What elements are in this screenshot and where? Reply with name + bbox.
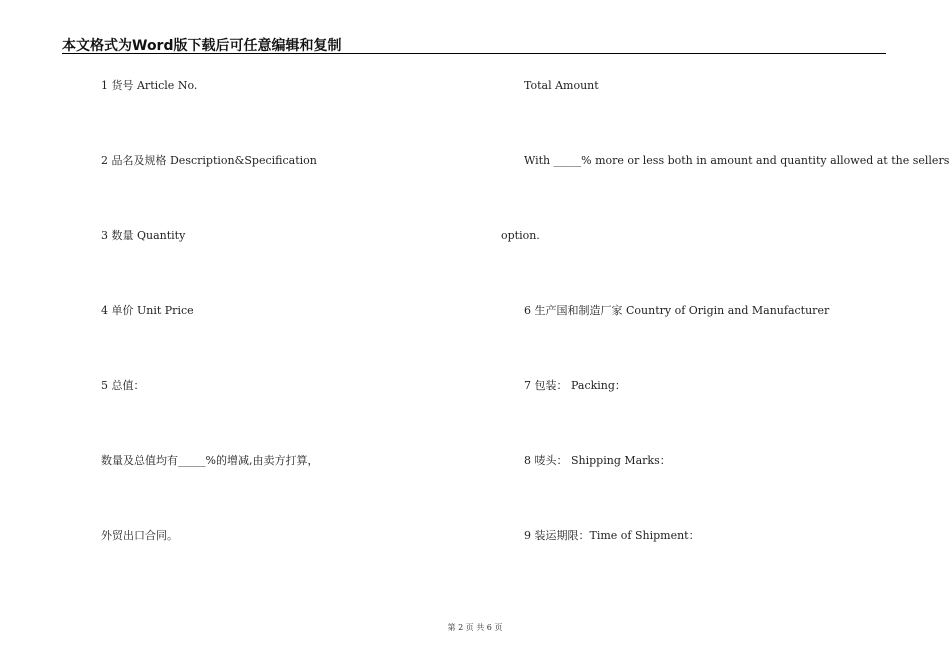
quantity-label: 3 数量 Quantity	[101, 229, 186, 242]
total-value-label: 5 总值：	[101, 379, 145, 392]
unit-price-label: 4 单价 Unit Price	[101, 304, 194, 317]
article-no-label: 1 货号 Article No.	[101, 79, 198, 92]
shipping-marks-label: 8 唛头： Shipping Marks：	[524, 454, 671, 467]
packing-label: 7 包装： Packing：	[524, 379, 626, 392]
page-number: 第 2 页 共 6 页	[447, 623, 503, 632]
header-divider	[62, 53, 886, 54]
tolerance-clause-en: With _____% more or less both in amount and quantity allowed at the sellers	[524, 154, 950, 167]
description-label: 2 品名及规格 Description&Specification	[101, 154, 317, 167]
header-title: 本文格式为Word版下载后可任意编辑和复制	[62, 38, 342, 54]
contract-note: 外贸出口合同。	[101, 529, 178, 542]
tolerance-clause: 数量及总值均有_____%的增减,由卖方打算，	[101, 454, 319, 467]
total-amount-label: Total Amount	[524, 79, 599, 92]
time-of-shipment-label: 9 装运期限：Time of Shipment：	[524, 529, 700, 542]
origin-manufacturer-label: 6 生产国和制造厂家 Country of Origin and Manufacturer	[524, 304, 830, 317]
tolerance-clause-en-continued: option.	[501, 229, 540, 242]
